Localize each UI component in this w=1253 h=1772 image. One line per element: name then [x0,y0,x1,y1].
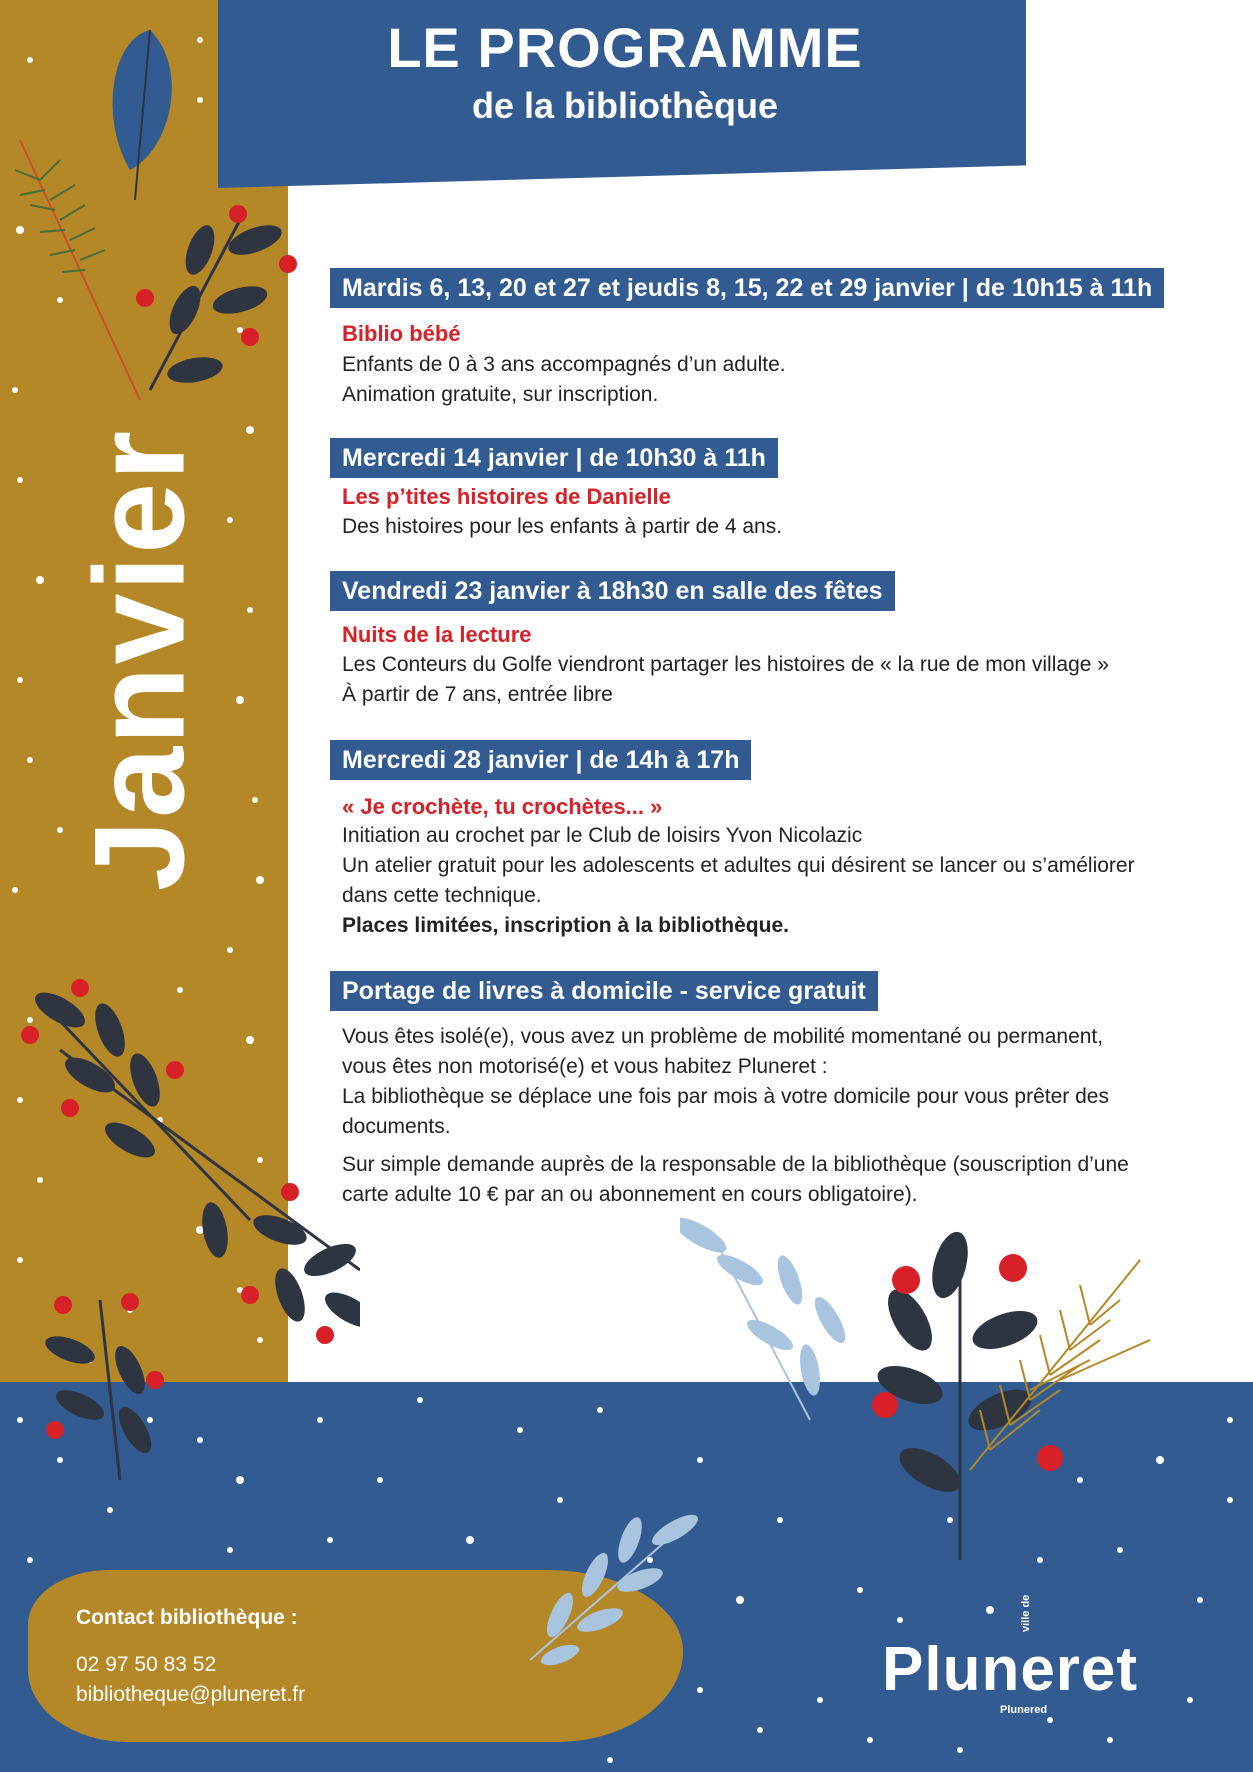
event-line: Des histoires pour les enfants à partir de 4 ans. [342,515,783,538]
event-line: Enfants de 0 à 3 ans accompagnés d’un adulte. [342,353,786,376]
pluneret-logo [882,1594,1139,1716]
page-title: LE PROGRAMME [387,16,863,79]
page-subtitle: de la bibliothèque [471,85,779,126]
logo-name: Pluneret [882,1635,1139,1704]
event-line: Initiation au crochet par le Club de loisirs Yvon Nicolazic [342,824,863,847]
event-description [342,350,786,410]
event-line: Un atelier gratuit pour les adolescents et adultes qui désirent se lancer ou s’améliorer [342,854,1135,877]
event-line: documents. [342,1115,451,1138]
event-line: Vous êtes isolé(e), vous avez un problème de mobilité momentané ou permanent, [342,1025,1104,1048]
event-line: La bibliothèque se déplace une fois par mois à votre domicile pour vous prêter des [342,1085,1109,1108]
contact-phone: 02 97 50 83 52 [76,1653,217,1676]
event-line: vous êtes non motorisé(e) et vous habitez Pluneret : [342,1055,828,1078]
event-title: « Je crochète, tu crochètes... » [342,794,663,819]
event-description [342,512,782,542]
event-line: À partir de 7 ans, entrée libre [342,683,613,706]
month-label: Janvier [68,428,212,892]
service-heading-bar: Portage de livres à domicile - service gratuit [330,971,878,1011]
logo-breton-name: Plunered [1000,1704,1048,1716]
event-date-bar: Vendredi 23 janvier à 18h30 en salle des fêtes [330,571,895,611]
event-date-bar: Mercredi 28 janvier | de 14h à 17h [330,740,751,780]
contact-title: Contact bibliothèque : [76,1606,298,1629]
contact-email: bibliotheque@pluneret.fr [76,1683,306,1706]
event-description [342,650,1109,710]
event-note: Places limitées, inscription à la bibliothèque. [342,914,789,937]
event-line: carte adulte 10 € par an ou abonnement en cours obligatoire). [342,1183,918,1206]
event-line: Les Conteurs du Golfe viendront partager les histoires de « la rue de mon village » [342,653,1109,676]
event-line: Animation gratuite, sur inscription. [342,383,659,406]
service-description [342,1022,1129,1210]
event-line: dans cette technique. [342,884,542,907]
event-title: Biblio bébé [342,321,461,346]
event-date-bar: Mercredi 14 janvier | de 10h30 à 11h [330,438,778,478]
header [245,16,1005,130]
event-description [342,821,1135,941]
contact-block [76,1606,305,1710]
event-line: Sur simple demande auprès de la responsable de la bibliothèque (souscription d’une [342,1153,1129,1176]
event-title: Les p’tites histoires de Danielle [342,484,671,509]
event-title: Nuits de la lecture [342,622,532,647]
event-date-bar: Mardis 6, 13, 20 et 27 et jeudis 8, 15, 22 et 29 janvier | de 10h15 à 11h [330,268,1164,308]
logo-prefix: ville de [1020,1594,1032,1632]
